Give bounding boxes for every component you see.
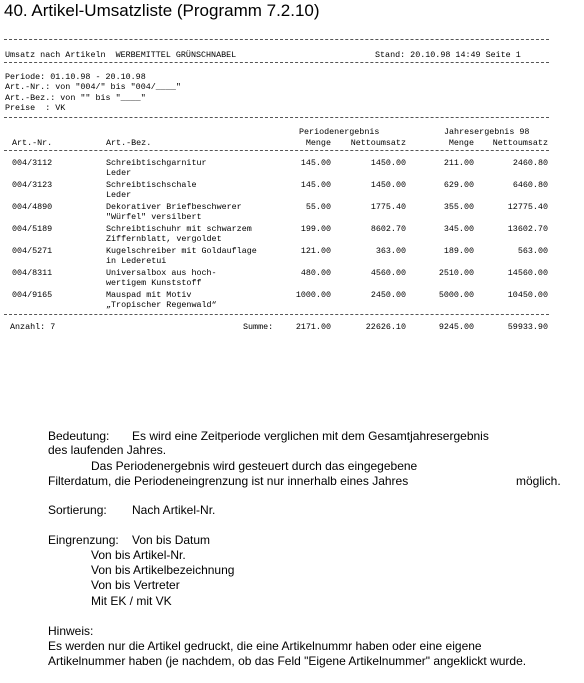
cell-period-menge: 55.00	[305, 202, 331, 212]
group-header-year: Jahresergebnis 98	[444, 127, 530, 137]
cell-period-nettoumsatz: 8602.70	[370, 224, 406, 234]
cell-period-menge: 1000.00	[295, 290, 331, 300]
cell-art-bez: Kugelschreiber mit Goldauflage	[106, 246, 257, 256]
cell-art-bez: in Lederetui	[106, 256, 167, 266]
footer-period-menge: 2171.00	[295, 322, 331, 332]
cell-year-nettoumsatz: 12775.40	[507, 202, 548, 212]
cell-art-bez: Leder	[106, 168, 132, 178]
footer-count: Anzahl: 7	[10, 322, 56, 332]
bedeutung-text: des laufenden Jahres.	[48, 443, 167, 457]
filter-periode: Periode: 01.10.98 - 20.10.98	[5, 72, 146, 82]
divider	[4, 314, 549, 315]
cell-year-menge: 355.00	[443, 202, 474, 212]
cell-period-menge: 121.00	[300, 246, 331, 256]
group-header-period: Periodenergebnis	[299, 127, 380, 137]
column-header-nettoumsatz: Nettoumsatz	[492, 138, 548, 148]
footer-period-nettoumsatz: 22626.10	[365, 322, 406, 332]
cell-period-menge: 480.00	[300, 268, 331, 278]
cell-art-nr: 004/8311	[12, 268, 53, 278]
cell-year-nettoumsatz: 10450.00	[507, 290, 548, 300]
cell-art-nr: 004/9165	[12, 290, 53, 300]
eingrenzung-item: Von bis Artikelbezeichnung	[91, 563, 235, 577]
cell-period-nettoumsatz: 363.00	[375, 246, 406, 256]
column-header-art-nr: Art.-Nr.	[12, 138, 53, 148]
cell-art-bez: Mauspad mit Motiv	[106, 290, 192, 300]
cell-art-bez: wertigem Kunststoff	[106, 278, 202, 288]
cell-year-menge: 345.00	[443, 224, 474, 234]
cell-year-menge: 5000.00	[438, 290, 474, 300]
divider	[4, 117, 549, 118]
cell-art-bez: "Würfel" versilbert	[106, 212, 202, 222]
cell-year-menge: 211.00	[443, 158, 474, 168]
filter-preise: Preise : VK	[5, 103, 66, 113]
divider	[4, 39, 549, 40]
report-header-right: Stand: 20.10.98 14:49 Seite 1	[375, 50, 521, 60]
cell-period-menge: 145.00	[300, 158, 331, 168]
cell-art-bez: Leder	[106, 190, 132, 200]
bedeutung-text: Das Periodenergebnis wird gesteuert durch das eingegebene	[91, 459, 418, 473]
cell-period-menge: 145.00	[300, 180, 331, 190]
cell-year-nettoumsatz: 2460.80	[512, 158, 548, 168]
eingrenzung-item: Von bis Datum	[132, 533, 211, 547]
cell-art-nr: 004/3123	[12, 180, 53, 190]
cell-year-menge: 629.00	[443, 180, 474, 190]
hinweis-text: Artikelnummer haben (je nachdem, ob das Feld "Eigene Artikelnummer" angeklickt wurde.	[48, 654, 527, 668]
footer-year-menge: 9245.00	[438, 322, 474, 332]
cell-period-nettoumsatz: 1450.00	[370, 180, 406, 190]
cell-art-bez: Schreibtischgarnitur	[106, 158, 207, 168]
divider	[4, 150, 549, 151]
eingrenzung-item: Von bis Artikel-Nr.	[91, 548, 186, 562]
cell-year-nettoumsatz: 6460.80	[512, 180, 548, 190]
cell-art-bez: Universalbox aus hoch-	[106, 268, 217, 278]
cell-year-nettoumsatz: 14560.00	[507, 268, 548, 278]
cell-art-bez: „Tropischer Regenwald“	[106, 300, 217, 310]
cell-art-bez: Schreibtischuhr mit schwarzem	[106, 224, 252, 234]
bedeutung-text: möglich.	[516, 474, 561, 488]
filter-art-bez: Art.-Bez.: von "" bis "____"	[5, 93, 146, 103]
cell-art-nr: 004/5271	[12, 246, 53, 256]
hinweis-label: Hinweis:	[48, 624, 94, 638]
column-header-menge: Menge	[448, 138, 474, 148]
cell-period-nettoumsatz: 1450.00	[370, 158, 406, 168]
cell-period-menge: 199.00	[300, 224, 331, 234]
footer-sum-label: Summe:	[243, 322, 274, 332]
bedeutung-text: Es wird eine Zeitperiode verglichen mit dem Gesamtjahresergebnis	[132, 429, 489, 443]
report-header-left: Umsatz nach Artikeln WERBEMITTEL GRÜNSCHNABEL	[5, 50, 237, 60]
column-header-art-bez: Art.-Bez.	[106, 138, 152, 148]
cell-year-menge: 189.00	[443, 246, 474, 256]
filter-art-nr: Art.-Nr.: von "004/" bis "004/____"	[5, 82, 181, 92]
cell-art-bez: Schreibtischschale	[106, 180, 197, 190]
sortierung-label: Sortierung:	[48, 503, 107, 517]
eingrenzung-item: Mit EK / mit VK	[91, 594, 172, 608]
sortierung-value: Nach Artikel-Nr.	[132, 503, 216, 517]
cell-year-menge: 2510.00	[438, 268, 474, 278]
cell-art-nr: 004/4890	[12, 202, 53, 212]
column-header-nettoumsatz: Nettoumsatz	[350, 138, 406, 148]
bedeutung-label: Bedeutung:	[48, 429, 110, 443]
cell-art-bez: Dekorativer Briefbeschwerer	[106, 202, 242, 212]
cell-period-nettoumsatz: 4560.00	[370, 268, 406, 278]
page-title: 40. Artikel-Umsatzliste (Programm 7.2.10)	[4, 1, 320, 20]
eingrenzung-item: Von bis Vertreter	[91, 578, 180, 592]
eingrenzung-label: Eingrenzung:	[48, 533, 119, 547]
cell-art-nr: 004/3112	[12, 158, 53, 168]
cell-year-nettoumsatz: 563.00	[517, 246, 548, 256]
column-header-menge: Menge	[305, 138, 331, 148]
cell-art-bez: Ziffernblatt, vergoldet	[106, 234, 222, 244]
cell-period-nettoumsatz: 2450.00	[370, 290, 406, 300]
cell-art-nr: 004/5189	[12, 224, 53, 234]
cell-year-nettoumsatz: 13602.70	[507, 224, 548, 234]
bedeutung-text: Filterdatum, die Periodeneingrenzung ist nur innerhalb eines Jahres	[48, 474, 409, 488]
divider	[4, 62, 549, 63]
cell-period-nettoumsatz: 1775.40	[370, 202, 406, 212]
hinweis-text: Es werden nur die Artikel gedruckt, die eine Artikelnummr haben oder eine eigene	[48, 639, 482, 653]
footer-year-nettoumsatz: 59933.90	[507, 322, 548, 332]
